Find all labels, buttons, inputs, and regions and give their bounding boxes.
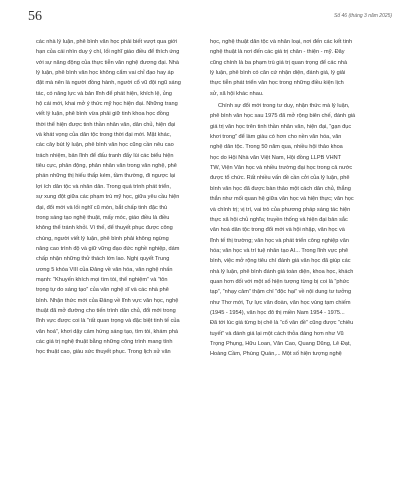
text-line: giá trị văn học trên tinh thần nhân văn, hiện đại, “gạn đục (210, 123, 352, 130)
text-line: các nhà lý luận, phê bình văn học phải biết vượt qua giới (36, 39, 178, 45)
text-line: cũng chính là ba phạm trù giá trị quan trọng để các nhà (210, 59, 348, 66)
text-line: hạn của cái nhìn duy ý chí, lối nghĩ giáo điều để thích ứng (36, 49, 180, 56)
text-line: học thuật cao, giàu sức thuyết phục. Trong lịch sử văn (36, 349, 171, 356)
text-line: mạnh: “Khuyến khích mọi tìm tòi, thể nghiệm” và “tôn (36, 276, 168, 283)
text-line: sự xung đột giữa các phạm trù mỹ học, giữa yêu cầu hiện (36, 194, 180, 201)
text-line: thắn như mối quan hệ giữa văn học và hiện thực; văn học (210, 196, 354, 203)
text-line: lĩnh tế thị trường; văn học và phát triển công nghiệp văn (210, 237, 349, 244)
text-line: lý luận, phê bình có căn cứ nhận diện, đánh giá, lý giải (210, 70, 346, 77)
text-line: với sự năng động của thực tiễn văn nghệ đương đại. Nhà (36, 59, 179, 66)
text-line: thời thể hiện được tinh thần nhân văn, dân chủ, hiện đại (36, 121, 176, 128)
text-line: phê bình văn học sau 1975 đã mở rộng biên chế, đánh giá (210, 113, 356, 120)
text-line: đại, đổi mới và lối nghĩ cũ mòn, bắt chấp tinh đặc thù (36, 204, 168, 211)
text-line: học, nghệ thuật dân tộc và nhân loại, nơi đến các kết tinh (210, 39, 353, 45)
text-line: thực xã hội chủ nghĩa; truyền thống và hiện đại bản sắc (210, 216, 348, 223)
text-line: hộ cái mới, khai mở ý thức mỹ học hiện đại. Những trang (36, 101, 178, 108)
text-line: Hoàng Cầm, Phùng Quán,... Một số hiện tượng nghệ (210, 351, 342, 358)
text-line: Đã tới lúc giá từng bị chê là “cổ vân đề” cũng được “chiêu (210, 320, 354, 327)
text-line: chấp nhận những thử thách lớn lao. Nghị quyết Trung (36, 256, 170, 263)
text-line: các giá trị nghệ thuật bằng những công trình mang tính (36, 338, 173, 345)
text-line: nâng cao trình độ và giữ vững đạo đức nghề nghiệp, dám (36, 245, 180, 252)
text-line: khơi trong” để làm giàu có hơn cho nền văn hóa, văn (210, 134, 342, 141)
text-line: và chính trị; vị trí, vai trò của phương pháp sáng tác hiện (210, 206, 351, 213)
text-line: tác, có năng lực và bản lĩnh để phát hiện, khích lệ, ủng (36, 90, 172, 97)
page-header (28, 8, 393, 28)
text-line: lý luận, phê bình văn học không cẩm vai chỉ đạo hay áp (36, 70, 174, 77)
text-line: đặt mà nên là người đồng hành, người cổ vũ đội ngũ sáng (36, 80, 181, 87)
text-line: văn hoá dân tộc trong đổi mới và hội nhập, văn học và (210, 227, 345, 234)
text-line: bình. Nhận thức mới của Đảng về lĩnh vực văn học, nghệ (36, 297, 179, 304)
text-line: học do Hội Nhà văn Việt Nam, Hội đồng LLPB VHNT (210, 154, 342, 161)
right-column (210, 37, 372, 360)
text-line: Chính sự đổi mới trong tư duy, nhận thức mà lý luận, (218, 103, 350, 110)
text-line: nghệ dân tộc. Trong 50 năm qua, nhiều hội thảo khoa (210, 144, 343, 151)
text-line: các cây bút lý luận, phê bình văn học cũng cần nêu cao (36, 142, 174, 149)
text-line: trong sáng tạo nghệ thuật, mấy móc, giáo điều là điều (36, 214, 170, 221)
text-line: Trọng Phụng, Hữu Loan, Văn Cao, Quang Dũng, Lê Đạt, (210, 340, 351, 347)
text-line: phán những thị hiếu thấp kém, tầm thường, đi ngược lại (36, 173, 176, 180)
text-line: quan hơn đối với một số hiện tượng từng bị coi là “phức (210, 278, 350, 285)
text-line: trách nhiệm, bản lĩnh để đấu tranh đẩy lùi các biểu hiện (36, 152, 174, 159)
text-line: được tổ chức. Rất nhiều vấn đề cần cởi của lý luận, phê (210, 175, 350, 182)
text-line: tiêu cực, phản động, phản nhân văn trong văn nghệ, phê (36, 163, 177, 170)
text-line: (1945 - 1954), văn học đô thị miền Nam 1954 - 1975... (210, 309, 345, 316)
text-line: sử, xã hội khác nhau. (210, 90, 264, 97)
issue-label: Số 46 (tháng 3 năm 2025) (334, 13, 393, 19)
page-number: 56 (28, 9, 42, 24)
text-line: tuyết” và đánh giá lại một cách thỏa đáng hơn như Vũ (210, 330, 344, 337)
text-line: chúng, người viết lý luận, phê bình phải không ngừng (36, 235, 169, 242)
left-column (36, 37, 198, 358)
text-line: bình văn học đã được bàn thảo một cách dân chủ, thẳng (210, 185, 351, 192)
text-line: như Thơ mới, Tự lực văn đoàn, văn học vùng tạm chiếm (210, 299, 351, 306)
text-line: thực tiễn phát triển văn học trong những điều kiện lịch (210, 80, 344, 87)
text-line: bình, việc mở rộng tiêu chí đánh giá văn học đã giúp các (210, 258, 351, 265)
text-line: ương 5 khóa VIII của Đảng về văn hóa, văn nghệ nhấn (36, 266, 173, 273)
text-line: nhà lý luận, phê bình đánh giá toàn diện, khoa học, khách (210, 268, 354, 275)
text-line: văn hoá”, khơi dậy cảm hứng sáng tạo, tìm tòi, khám phá (36, 328, 179, 335)
text-line: thuật đã mở đường cho tiến trình dân chủ, đổi mới trong (36, 307, 176, 314)
text-line: nghệ thuật là nơi đến các giá trị chân - thiện - mỹ. Đây (210, 49, 345, 56)
text-line: lĩnh vực được coi là “rất quan trọng và đặc biệt tinh tế của (36, 318, 180, 325)
text-line: không thể tránh khỏi. Vì thế, để thuyết phục được công (36, 225, 173, 232)
text-line: tạp”, “nhạy cảm” thậm chí “độc hại” về nội dung tư tưởng (210, 289, 352, 296)
text-line: lợi ích dân tộc và nhân dân. Trong quá trình phát triển, (36, 183, 171, 190)
text-line: hóa; văn học và trí tuệ nhân tạo AI... Trong lĩnh vực phê (210, 247, 349, 254)
text-line: TW, Viện Văn học và nhiều trường đại học trong cả nước (210, 165, 353, 172)
text-line: trọng tự do sáng tạo” của văn nghệ sĩ và các nhà phê (36, 287, 169, 294)
text-line: viết lý luận, phê bình vừa phải giữ tinh khoa học đồng (36, 111, 170, 118)
text-line: và khát vọng của dân tộc trong thời đại mới. Mặt khác, (36, 132, 172, 139)
